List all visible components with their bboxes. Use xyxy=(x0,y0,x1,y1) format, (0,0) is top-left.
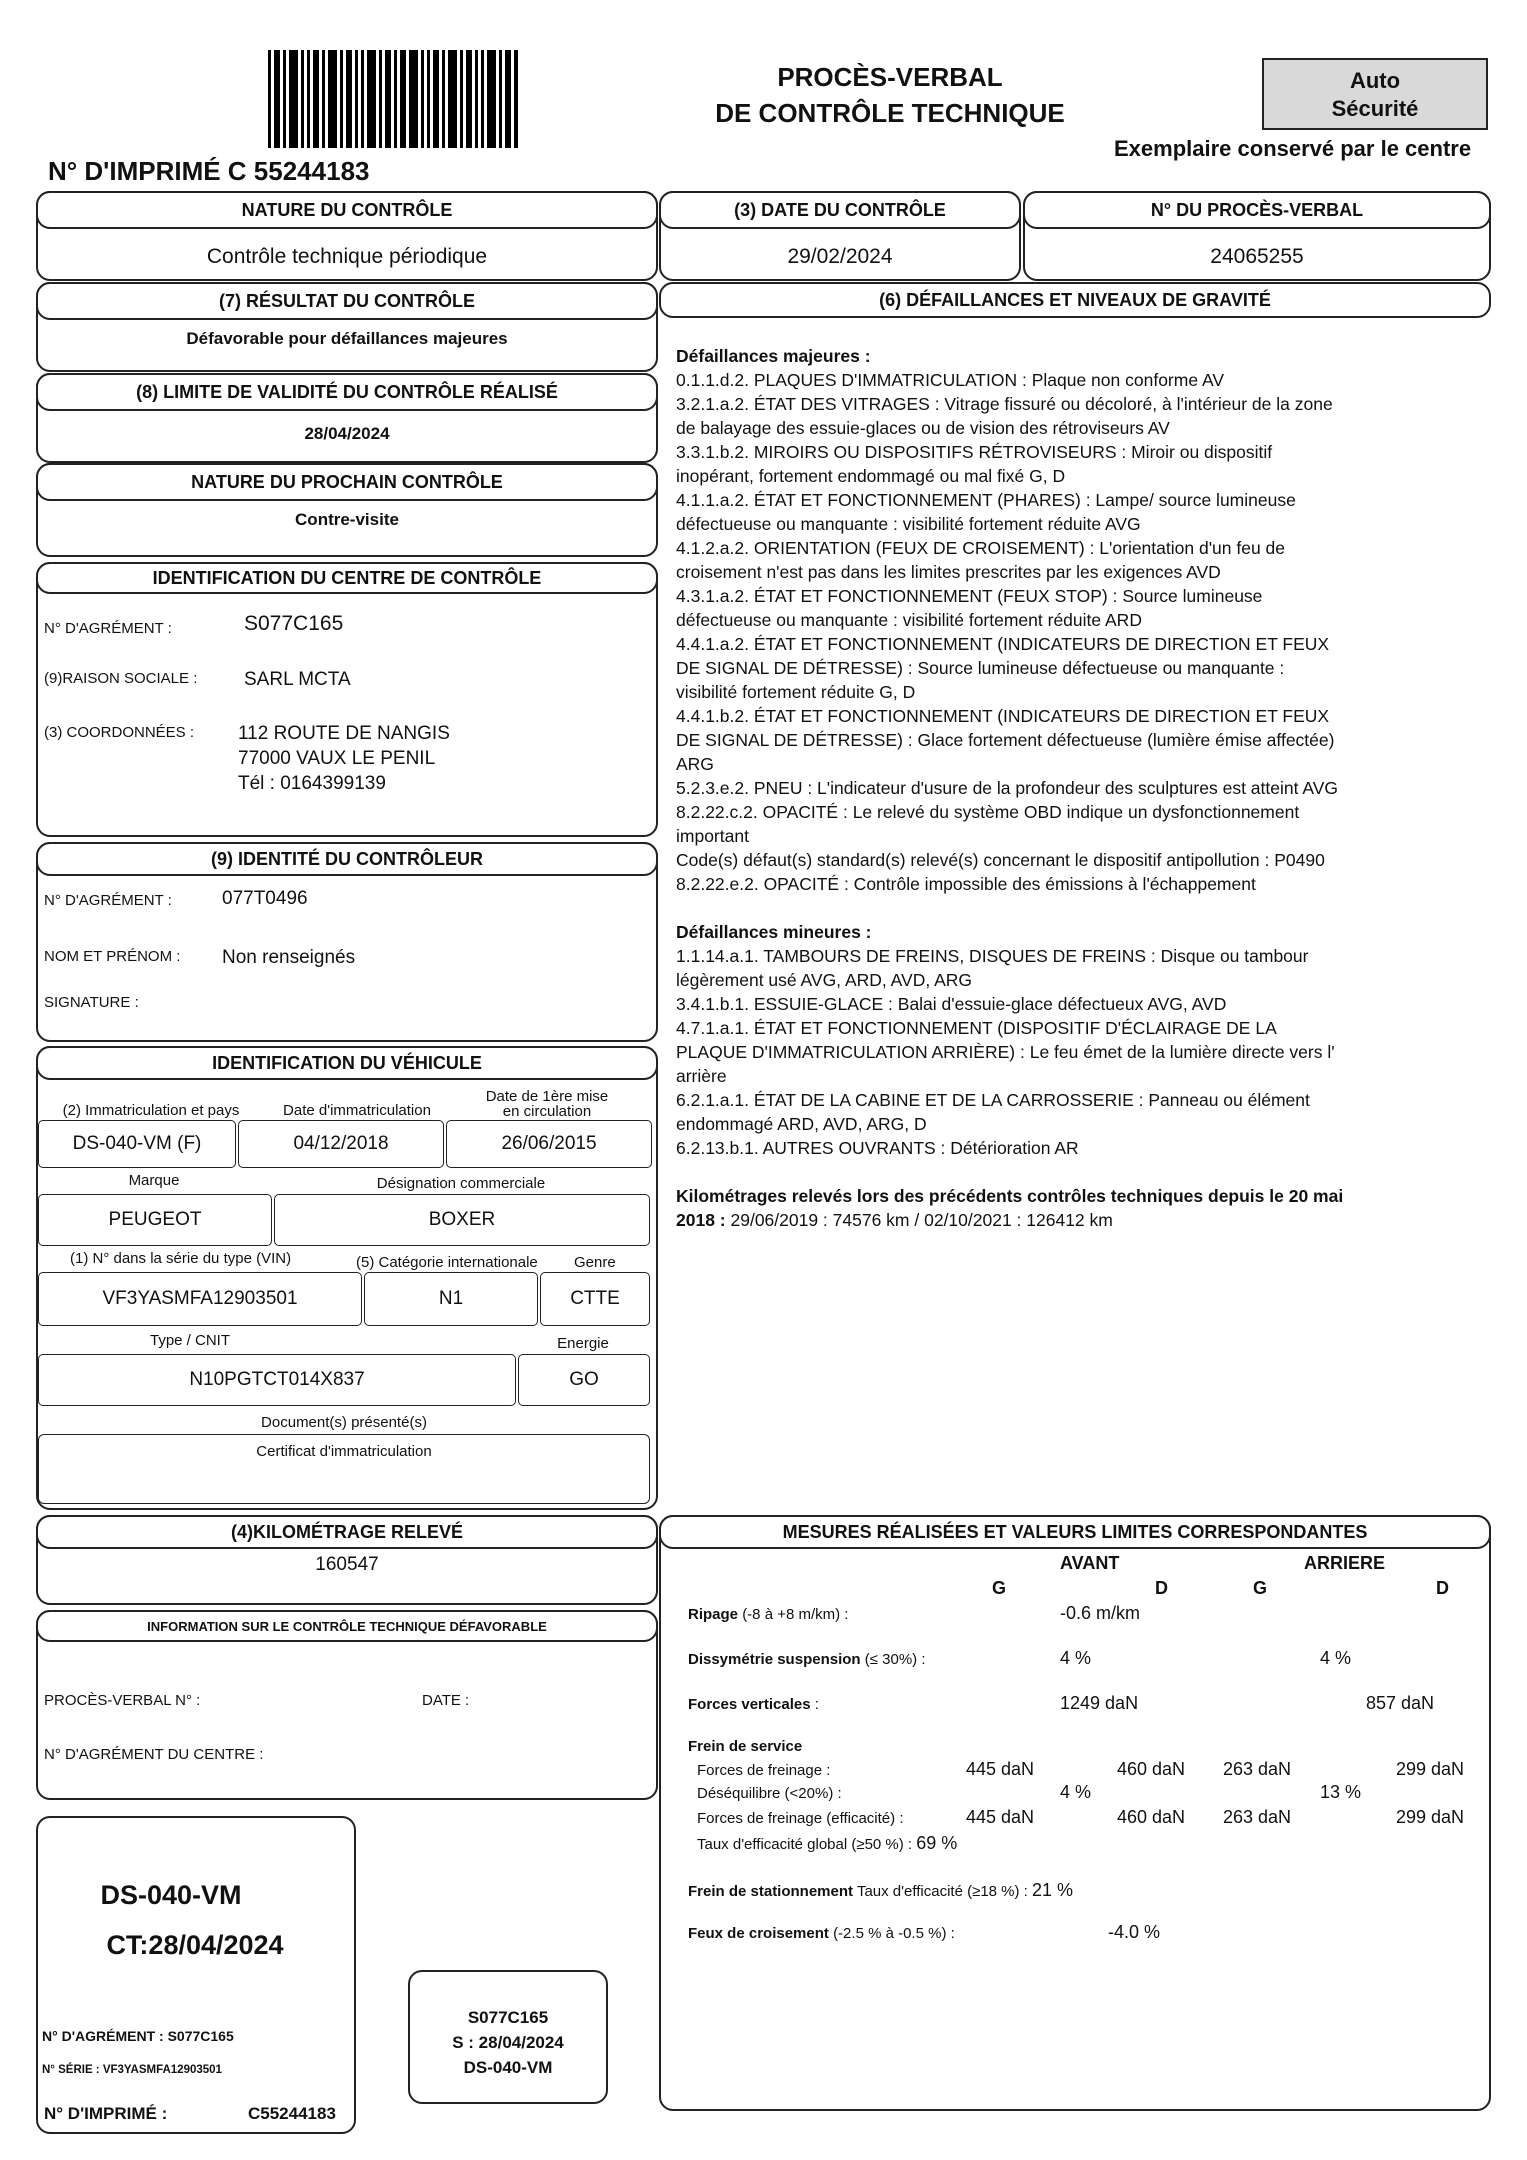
centre-raison-value: SARL MCTA xyxy=(244,669,351,690)
centre-agrement-value: S077C165 xyxy=(244,612,344,635)
vin-label: (1) N° dans la série du type (VIN) xyxy=(70,1250,292,1267)
marque-label: Marque xyxy=(128,1172,180,1189)
mesures-header: MESURES RÉALISÉES ET VALEURS LIMITES CORRESPONDANTES xyxy=(659,1515,1491,1549)
majeures-line: 3.3.1.b.2. MIROIRS OU DISPOSITIFS RÉTROVISEURS : Miroir ou dispositif xyxy=(676,442,1273,462)
freinage-eff-avg: 445 daN xyxy=(966,1807,1035,1827)
majeures-line: 4.4.1.b.2. ÉTAT ET FONCTIONNEMENT (INDICATEURS DE DIRECTION ET FEUX xyxy=(676,706,1330,726)
info-agrement-label: N° D'AGRÉMENT DU CENTRE : xyxy=(44,1746,264,1763)
brand-box xyxy=(1262,58,1488,130)
mineures-line: PLAQUE D'IMMATRICULATION ARRIÈRE) : Le feu émet de la lumière directe vers l' xyxy=(676,1042,1335,1062)
forces-v-avant: 1249 daN xyxy=(1060,1693,1139,1713)
vignette-imprime-label: N° D'IMPRIMÉ : xyxy=(44,2104,168,2123)
centre-address2: 77000 VAUX LE PENIL xyxy=(238,748,436,769)
taux-value: 69 % xyxy=(916,1833,958,1853)
limite-header: (8) LIMITE DE VALIDITÉ DU CONTRÔLE RÉALISÉ xyxy=(36,373,658,411)
dissym-limit: (≤ 30%) : xyxy=(864,1651,926,1668)
majeures-line: 3.2.1.a.2. ÉTAT DES VITRAGES : Vitrage fissuré ou décoloré, à l'intérieur de la zone xyxy=(676,394,1333,414)
date-mise-label2: en circulation xyxy=(502,1103,592,1120)
majeures-line: Code(s) défaut(s) standard(s) relevé(s) concernant le dispositif antipollution : P0490 xyxy=(676,850,1325,870)
majeures-title: Défaillances majeures : xyxy=(676,346,871,366)
feux-row xyxy=(688,1925,955,1942)
barcode xyxy=(268,50,518,148)
stamp-line3: DS-040-VM xyxy=(463,2058,553,2077)
centre-phone: Tél : 0164399139 xyxy=(238,773,386,794)
date-immat-label: Date d'immatriculation xyxy=(283,1102,431,1119)
date-mise-value: 26/06/2015 xyxy=(446,1120,652,1168)
centre-address1: 112 ROUTE DE NANGIS xyxy=(238,723,450,744)
freinage-ard: 299 daN xyxy=(1396,1759,1465,1779)
energie-value: GO xyxy=(518,1354,650,1406)
document-title-line1: PROCÈS-VERBAL xyxy=(777,62,1003,92)
deseq-arriere: 13 % xyxy=(1320,1782,1362,1802)
limite-value: 28/04/2024 xyxy=(304,424,390,443)
stationnement-limit: Taux d'efficacité (≥18 %) : xyxy=(856,1883,1028,1900)
copy-note: Exemplaire conservé par le centre xyxy=(1114,136,1472,161)
designation-value: BOXER xyxy=(274,1194,650,1246)
frein-service-title: Frein de service xyxy=(688,1738,803,1755)
majeures-line: défectueuse ou manquante : visibilité fortement réduite AVG xyxy=(676,514,1141,534)
mineures-line: légèrement usé AVG, ARD, AVD, ARG xyxy=(676,970,973,990)
categorie-value: N1 xyxy=(364,1272,538,1326)
nature-header: NATURE DU CONTRÔLE xyxy=(36,191,658,229)
forces-v-label: Forces verticales xyxy=(688,1696,811,1713)
mineures-title: Défaillances mineures : xyxy=(676,922,872,942)
freinage-eff-ard: 299 daN xyxy=(1396,1807,1465,1827)
nature-value: Contrôle technique périodique xyxy=(206,245,488,268)
vignette-imprime-value: C55244183 xyxy=(248,2104,336,2123)
designation-label: Désignation commerciale xyxy=(376,1175,546,1192)
date-immat-value: 04/12/2018 xyxy=(238,1120,444,1168)
energie-label: Energie xyxy=(557,1335,609,1352)
forces-v-row xyxy=(688,1696,819,1713)
pv-header: N° DU PROCÈS-VERBAL xyxy=(1023,191,1491,229)
freinage-label: Forces de freinage : xyxy=(697,1762,831,1779)
immat-value: DS-040-VM (F) xyxy=(38,1120,236,1168)
document-title-line2: DE CONTRÔLE TECHNIQUE xyxy=(715,98,1065,128)
vignette-ct: CT:28/04/2024 xyxy=(106,1930,284,1960)
centre-coord-label: (3) COORDONNÉES : xyxy=(44,724,195,741)
freinage-avd: 460 daN xyxy=(1117,1759,1186,1779)
barcode-graphic xyxy=(268,50,518,148)
dissym-arriere: 4 % xyxy=(1320,1648,1352,1668)
vehicule-header: IDENTIFICATION DU VÉHICULE xyxy=(36,1046,658,1080)
info-date-label: DATE : xyxy=(422,1692,470,1709)
genre-value: CTTE xyxy=(540,1272,650,1326)
stamp-line1: S077C165 xyxy=(467,2008,549,2027)
majeures-line: inopérant, fortement endommagé ou mal fixé G, D xyxy=(676,466,1066,486)
majeures-line: 4.1.2.a.2. ORIENTATION (FEUX DE CROISEMENT) : L'orientation d'un feu de xyxy=(676,538,1286,558)
type-value: N10PGTCT014X837 xyxy=(38,1354,516,1406)
immat-label: (2) Immatriculation et pays xyxy=(62,1102,240,1119)
mineures-line: 3.4.1.b.1. ESSUIE-GLACE : Balai d'essuie-glace défectueux AVG, AVD xyxy=(676,994,1227,1014)
dissym-avant: 4 % xyxy=(1060,1648,1092,1668)
documents-value: Certificat d'immatriculation xyxy=(256,1443,432,1460)
km-history xyxy=(676,1208,1486,1232)
mesures-arriere-g: G xyxy=(1253,1578,1268,1598)
vin-value: VF3YASMFA12903501 xyxy=(38,1272,362,1326)
genre-label: Genre xyxy=(574,1254,616,1271)
km-value: 160547 xyxy=(315,1554,379,1575)
stationnement-label: Frein de stationnement xyxy=(688,1883,854,1900)
resultat-value: Défavorable pour défaillances majeures xyxy=(186,329,508,348)
ripage-label: Ripage xyxy=(688,1606,739,1623)
centre-header: IDENTIFICATION DU CENTRE DE CONTRÔLE xyxy=(36,562,658,594)
ripage-limit: (-8 à +8 m/km) : xyxy=(742,1606,849,1623)
resultat-header: (7) RÉSULTAT DU CONTRÔLE xyxy=(36,282,658,320)
majeures-line: défectueuse ou manquante : visibilité fortement réduite ARD xyxy=(676,610,1142,630)
deseq-avant: 4 % xyxy=(1060,1782,1092,1802)
dissym-label: Dissymétrie suspension xyxy=(688,1651,861,1668)
mineures-line: 6.2.13.b.1. AUTRES OUVRANTS : Détérioration AR xyxy=(676,1138,1079,1158)
majeures-line: DE SIGNAL DE DÉTRESSE) : Glace fortement défectueuse (lumière émise affectée) xyxy=(676,730,1335,750)
prochain-header: NATURE DU PROCHAIN CONTRÔLE xyxy=(36,463,658,501)
defaillances-list xyxy=(676,344,1486,1232)
centre-agrement-label: N° D'AGRÉMENT : xyxy=(44,620,172,637)
stationnement-row xyxy=(688,1880,1073,1901)
documents-label: Document(s) présenté(s) xyxy=(261,1414,427,1431)
centre-box xyxy=(36,562,658,837)
date-mise-label1: Date de 1ère mise xyxy=(485,1088,609,1105)
mineures-line: 4.7.1.a.1. ÉTAT ET FONCTIONNEMENT (DISPOSITIF D'ÉCLAIRAGE DE LA xyxy=(676,1018,1277,1038)
majeures-line: important xyxy=(676,826,749,846)
majeures-line: 4.3.1.a.2. ÉTAT ET FONCTIONNEMENT (FEUX STOP) : Source lumineuse xyxy=(676,586,1263,606)
prochain-value: Contre-visite xyxy=(295,510,399,529)
majeures-line: de balayage des essuie-glaces ou de vision des rétroviseurs AV xyxy=(676,418,1170,438)
freinage-avg: 445 daN xyxy=(966,1759,1035,1779)
taux-row xyxy=(697,1833,957,1854)
ripage-row xyxy=(688,1606,848,1623)
date-header: (3) DATE DU CONTRÔLE xyxy=(659,191,1021,229)
forces-v-arriere: 857 daN xyxy=(1366,1693,1435,1713)
freinage-arg: 263 daN xyxy=(1223,1759,1292,1779)
majeures-line: 4.4.1.a.2. ÉTAT ET FONCTIONNEMENT (INDICATEURS DE DIRECTION ET FEUX xyxy=(676,634,1330,654)
documents-box xyxy=(38,1434,650,1504)
deseq-label: Déséquilibre (<20%) : xyxy=(697,1785,842,1802)
mineures-line: 1.1.14.a.1. TAMBOURS DE FREINS, DISQUES DE FREINS : Disque ou tambour xyxy=(676,946,1309,966)
km-history-values: 29/06/2019 : 74576 km / 02/10/2021 : 126412 km xyxy=(725,1210,1113,1230)
majeures-list xyxy=(676,368,1486,896)
majeures-line: 0.1.1.d.2. PLAQUES D'IMMATRICULATION : Plaque non conforme AV xyxy=(676,370,1225,390)
signature-label: SIGNATURE : xyxy=(44,994,139,1011)
mesures-arriere: ARRIERE xyxy=(1304,1553,1386,1573)
pv-value: 24065255 xyxy=(1210,245,1304,268)
brand-line1: Auto xyxy=(1349,68,1401,93)
controleur-nom-label: NOM ET PRÉNOM : xyxy=(44,948,181,965)
stationnement-value: 21 % xyxy=(1032,1880,1074,1900)
km-history-title: Kilométrages relevés lors des précédents contrôles techniques depuis le 20 mai xyxy=(676,1186,1344,1206)
controleur-agrement-value: 077T0496 xyxy=(222,888,308,909)
mesures-arriere-d: D xyxy=(1436,1578,1449,1598)
centre-raison-label: (9)RAISON SOCIALE : xyxy=(44,670,198,687)
ripage-value: -0.6 m/km xyxy=(1060,1603,1141,1623)
feux-value: -4.0 % xyxy=(1108,1922,1161,1942)
controleur-agrement-label: N° D'AGRÉMENT : xyxy=(44,892,172,909)
mesures-avant-d: D xyxy=(1155,1578,1168,1598)
freinage-eff-avd: 460 daN xyxy=(1117,1807,1186,1827)
stamp-line2: S : 28/04/2024 xyxy=(452,2033,564,2052)
dissym-row xyxy=(688,1651,926,1668)
mineures-list xyxy=(676,944,1486,1160)
categorie-label: (5) Catégorie internationale xyxy=(356,1254,538,1271)
majeures-line: 8.2.22.c.2. OPACITÉ : Le relevé du système OBD indique un dysfonctionnement xyxy=(676,802,1300,822)
mesures-avant-g: G xyxy=(992,1578,1007,1598)
majeures-line: croisement n'est pas dans les limites prescrites par les exigences AVD xyxy=(676,562,1221,582)
km-header: (4)KILOMÉTRAGE RELEVÉ xyxy=(36,1515,658,1549)
feux-limit: (-2.5 % à -0.5 %) : xyxy=(833,1925,955,1942)
vignette-card xyxy=(36,1816,356,2134)
majeures-line: 5.2.3.e.2. PNEU : L'indicateur d'usure de la profondeur des sculptures est atteint AVG xyxy=(676,778,1339,798)
print-number: N° D'IMPRIMÉ C 55244183 xyxy=(48,156,370,186)
vignette-agrement: N° D'AGRÉMENT : S077C165 xyxy=(42,2028,234,2044)
taux-label: Taux d'efficacité global (≥50 %) : xyxy=(697,1836,913,1853)
mesures-avant: AVANT xyxy=(1060,1553,1120,1573)
info-pv-label: PROCÈS-VERBAL N° : xyxy=(44,1692,201,1709)
km-history-year: 2018 : xyxy=(676,1210,726,1230)
feux-label: Feux de croisement xyxy=(688,1925,829,1942)
majeures-line: 4.1.1.a.2. ÉTAT ET FONCTIONNEMENT (PHARES) : Lampe/ source lumineuse xyxy=(676,490,1296,510)
mineures-line: arrière xyxy=(676,1066,727,1086)
freinage-eff-label: Forces de freinage (efficacité) : xyxy=(697,1810,904,1827)
brand-line2: Sécurité xyxy=(1331,96,1419,121)
controleur-nom-value: Non renseignés xyxy=(222,947,356,968)
forces-v-sep: : xyxy=(814,1696,819,1713)
majeures-line: 8.2.22.e.2. OPACITÉ : Contrôle impossible des émissions à l'échappement xyxy=(676,874,1256,894)
vignette-serie: N° SÉRIE : VF3YASMFA12903501 xyxy=(42,2064,222,2076)
controleur-header: (9) IDENTITÉ DU CONTRÔLEUR xyxy=(36,842,658,876)
type-label: Type / CNIT xyxy=(149,1332,231,1349)
info-header: INFORMATION SUR LE CONTRÔLE TECHNIQUE DÉFAVORABLE xyxy=(36,1610,658,1642)
mineures-line: 6.2.1.a.1. ÉTAT DE LA CABINE ET DE LA CARROSSERIE : Panneau ou élément xyxy=(676,1090,1310,1110)
vignette-immat: DS-040-VM xyxy=(100,1880,242,1910)
freinage-eff-arg: 263 daN xyxy=(1223,1807,1292,1827)
majeures-line: ARG xyxy=(676,754,714,774)
mineures-line: endommagé ARD, AVD, ARG, D xyxy=(676,1114,927,1134)
date-value: 29/02/2024 xyxy=(787,245,893,268)
marque-value: PEUGEOT xyxy=(38,1194,272,1246)
majeures-line: visibilité fortement réduite G, D xyxy=(676,682,916,702)
majeures-line: DE SIGNAL DE DÉTRESSE) : Source lumineuse défectueuse ou manquante : xyxy=(676,658,1285,678)
defaillances-header: (6) DÉFAILLANCES ET NIVEAUX DE GRAVITÉ xyxy=(659,282,1491,318)
